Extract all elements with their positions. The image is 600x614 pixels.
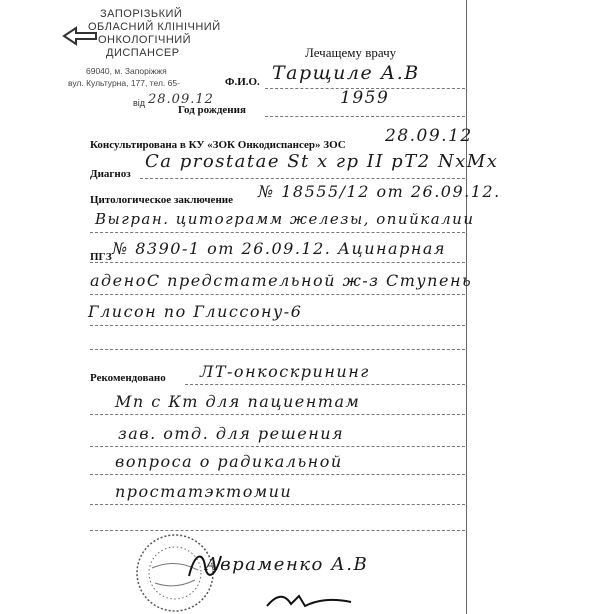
addressee: Лечащему врачу <box>305 45 397 60</box>
recommended-rule-2 <box>90 414 465 415</box>
date-value: 28.09.12 <box>148 92 214 107</box>
signature-scrawl-icon <box>265 590 355 612</box>
recommended-line-1: ЛТ-онкоскрининг <box>200 362 370 381</box>
date-label: від <box>133 98 146 108</box>
recommended-rule-1 <box>185 384 465 385</box>
fio-label: Ф.И.О. <box>225 76 260 88</box>
consulted-date: 28.09.12 <box>385 126 473 146</box>
signature-flourish-icon <box>185 548 225 582</box>
cytology-label: Цитологическое заключение <box>90 194 233 206</box>
address-line-2: вул. Культурна, 177, тел. 65- <box>68 78 180 88</box>
cytology-value-line2: Выгран. цитограмм железы, опийкалии <box>95 210 475 228</box>
blank-rule <box>90 349 465 350</box>
birth-year-rule <box>265 116 465 117</box>
diagnosis-rule <box>140 178 465 179</box>
recommended-rule-4 <box>90 474 465 475</box>
consulted-label: Консультирована в КУ «ЗОК Онкодиспансер» ЗОС <box>90 139 346 151</box>
fio-value: Тарщиле А.В <box>272 62 420 84</box>
institution-line-4: ДИСПАНСЕР <box>106 47 180 59</box>
recommended-line-3: зав. отд. для решения <box>118 424 345 443</box>
birth-year-label: Год рождения <box>178 104 246 116</box>
recommended-label: Рекомендовано <box>90 372 166 384</box>
pgz-rule-1 <box>90 262 465 263</box>
recommended-line-5: простатэктомии <box>115 482 293 501</box>
cytology-value: № 18555/12 от 26.09.12. <box>258 182 501 201</box>
address-line-1: 69040, м. Запоріжжя <box>86 66 167 76</box>
pgz-line-3: Глисон по Глиссону-6 <box>88 302 303 321</box>
pgz-rule-3 <box>90 325 465 326</box>
pgz-line-1: № 8390-1 от 26.09.12. Ацинарная <box>112 239 447 258</box>
pgz-rule-2 <box>90 294 465 295</box>
recommended-rule-3 <box>90 446 465 447</box>
recommended-line-4: вопроса о радикальной <box>115 452 343 471</box>
birth-year-value: 1959 <box>340 88 390 108</box>
institution-stamp <box>58 8 228 108</box>
diagnosis-value: Са prostatae St x гр II рТ2 NxMx <box>145 151 499 172</box>
institution-logo-icon <box>62 24 98 48</box>
institution-line-3: ОНКОЛОГІЧНИЙ <box>98 34 192 46</box>
diagnosis-label: Диагноз <box>90 168 131 180</box>
cytology-rule <box>90 232 465 233</box>
pgz-label: ПГЗ <box>90 251 112 263</box>
pgz-line-2: аденоС предстательной ж-з Ступень <box>90 271 473 290</box>
recommended-rule-5 <box>90 504 465 505</box>
institution-line-1: ЗАПОРІЗЬКИЙ <box>100 8 183 20</box>
page-edge-line <box>466 0 467 614</box>
doctor-signature-name: Авраменко А.В <box>205 554 369 575</box>
recommended-line-2: Мп с Кт для пациентам <box>115 392 361 411</box>
institution-line-2: ОБЛАСНИЙ КЛІНІЧНИЙ <box>88 21 221 33</box>
